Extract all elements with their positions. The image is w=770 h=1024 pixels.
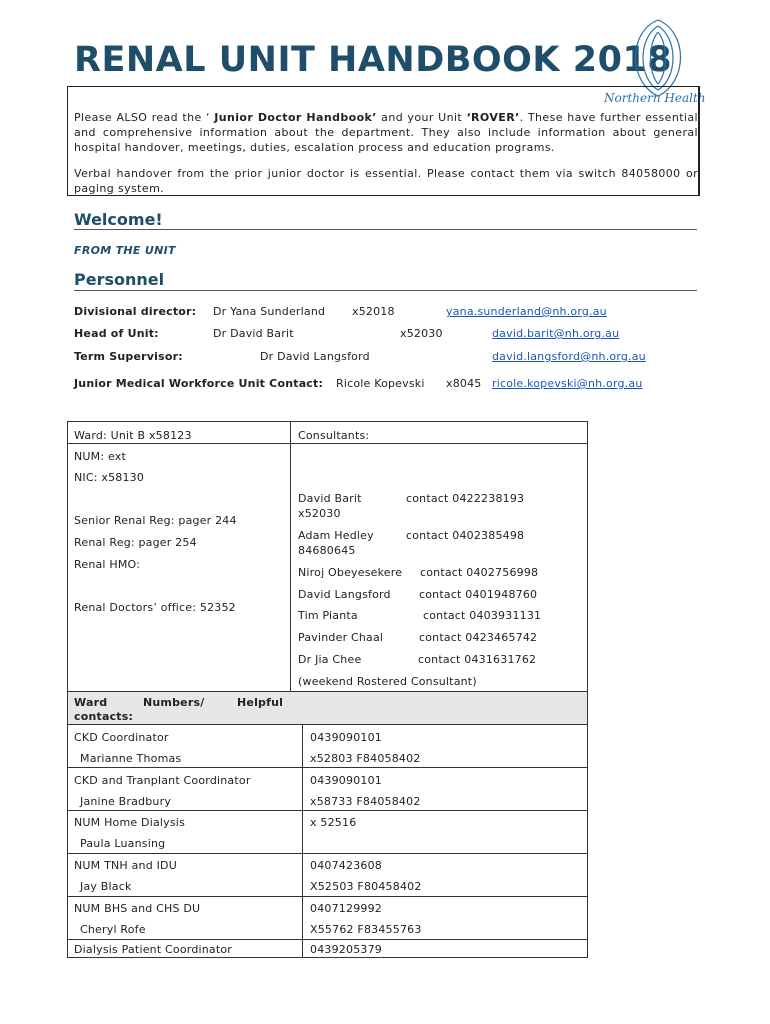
from-the-unit-subheading: FROM THE UNIT xyxy=(74,244,176,257)
table-divider xyxy=(67,939,588,940)
personnel-email-link[interactable]: yana.sunderland@nh.org.au xyxy=(446,305,607,318)
consultant-contact: contact 0423465742 xyxy=(419,631,538,644)
contact-phone: 0407423608 xyxy=(310,859,382,872)
table-divider xyxy=(67,767,588,768)
consultant-contact: contact 0422238193 xyxy=(406,492,525,505)
consultant-contact: contact 0402756998 xyxy=(420,566,539,579)
contacts-header-numbers: Numbers/ xyxy=(143,696,205,709)
intro-text-a: Please ALSO read the ‘ xyxy=(74,111,215,124)
contact-phone: x 52516 xyxy=(310,816,357,829)
personnel-email-link[interactable]: ricole.kopevski@nh.org.au xyxy=(492,377,643,390)
table-divider xyxy=(67,810,588,811)
personnel-role: Head of Unit: xyxy=(74,327,159,340)
contact-ext: x52803 F84058402 xyxy=(310,752,421,765)
weekend-note: (weekend Rostered Consultant) xyxy=(298,675,477,688)
consultant-contact: contact 0402385498 xyxy=(406,529,525,542)
contact-phone: 0439090101 xyxy=(310,731,382,744)
personnel-name: Dr Yana Sunderland xyxy=(213,305,326,318)
consultant-name: David Langsford xyxy=(298,588,391,601)
contact-person: Marianne Thomas xyxy=(80,752,182,765)
consultant-contact: contact 0401948760 xyxy=(419,588,538,601)
personnel-role: Term Supervisor: xyxy=(74,350,183,363)
personnel-ext: x8045 xyxy=(446,377,482,390)
personnel-email-link[interactable]: david.langsford@nh.org.au xyxy=(492,350,646,363)
personnel-ext: x52030 xyxy=(400,327,443,340)
contact-ext: x58733 F84058402 xyxy=(310,795,421,808)
consultant-name: Tim Pianta xyxy=(298,609,358,622)
nic-extension: NIC: x58130 xyxy=(74,471,145,484)
contact-person: Cheryl Rofe xyxy=(80,923,146,936)
table-divider xyxy=(290,421,291,691)
consultant-extra: 84680645 xyxy=(298,544,356,557)
handover-paragraph: Verbal handover from the prior junior doctor is essential. Please contact them via switch 84058000 or paging system. xyxy=(74,167,698,195)
contact-role: CKD Coordinator xyxy=(74,731,169,744)
renal-reg: Renal Reg: pager 254 xyxy=(74,536,197,549)
consultant-name: David Barit xyxy=(298,492,362,505)
welcome-rule xyxy=(74,229,697,230)
intro-text-e: . These have further essential and comprehensive information about the department. They also include information about general hospital handover, meetings, duties, escalation process and education programs. xyxy=(74,111,698,154)
table-divider xyxy=(67,896,588,897)
consultant-contact: contact 0403931131 xyxy=(423,609,542,622)
num-extension: NUM: ext xyxy=(74,450,126,463)
contact-role: NUM TNH and IDU xyxy=(74,859,177,872)
table-divider xyxy=(67,691,588,692)
renal-doctors-office: Renal Doctors’ office: 52352 xyxy=(74,601,236,614)
contact-ext: X52503 F80458402 xyxy=(310,880,422,893)
consultant-name: Niroj Obeyesekere xyxy=(298,566,403,579)
personnel-name: Dr David Barit xyxy=(213,327,294,340)
logo-text: Northern Health xyxy=(604,91,706,105)
contact-ext: X55762 F83455763 xyxy=(310,923,422,936)
contact-role: NUM Home Dialysis xyxy=(74,816,185,829)
consultant-name: Dr Jia Chee xyxy=(298,653,362,666)
contact-person: Janine Bradbury xyxy=(80,795,172,808)
intro-paragraph xyxy=(74,110,698,155)
renal-hmo: Renal HMO: xyxy=(74,558,141,571)
contacts-header-helpful: Helpful xyxy=(237,696,284,709)
contact-phone: 0439090101 xyxy=(310,774,382,787)
contact-person: Jay Black xyxy=(80,880,132,893)
consultants-heading: Consultants: xyxy=(298,429,370,442)
contact-phone: 0439205379 xyxy=(310,943,382,956)
personnel-name: Ricole Kopevski xyxy=(336,377,425,390)
table-divider xyxy=(302,724,303,958)
personnel-name: Dr David Langsford xyxy=(260,350,370,363)
consultant-extra: x52030 xyxy=(298,507,341,520)
table-divider xyxy=(67,724,588,725)
personnel-rule xyxy=(74,290,697,291)
intro-text-c: and your Unit xyxy=(376,111,467,124)
contacts-header-contacts: contacts: xyxy=(74,710,134,723)
contact-role: CKD and Tranplant Coordinator xyxy=(74,774,251,787)
senior-renal-reg: Senior Renal Reg: pager 244 xyxy=(74,514,237,527)
contact-role: Dialysis Patient Coordinator xyxy=(74,943,233,956)
personnel-email-link[interactable]: david.barit@nh.org.au xyxy=(492,327,620,340)
table-divider xyxy=(67,443,588,444)
contact-role: NUM BHS and CHS DU xyxy=(74,902,201,915)
consultant-name: Pavinder Chaal xyxy=(298,631,384,644)
contacts-header-ward: Ward xyxy=(74,696,108,709)
personnel-ext: x52018 xyxy=(352,305,395,318)
consultant-contact: contact 0431631762 xyxy=(418,653,537,666)
contact-person: Paula Luansing xyxy=(80,837,166,850)
rover-ref: ‘ROVER’ xyxy=(466,111,520,124)
junior-doctor-handbook-ref: Junior Doctor Handbook’ xyxy=(214,111,377,124)
personnel-heading: Personnel xyxy=(74,270,165,289)
document-title: RENAL UNIT HANDBOOK 2018 xyxy=(74,40,673,80)
personnel-role: Divisional director: xyxy=(74,305,197,318)
welcome-heading: Welcome! xyxy=(74,210,163,229)
contact-phone: 0407129992 xyxy=(310,902,382,915)
personnel-role: Junior Medical Workforce Unit Contact: xyxy=(74,377,324,390)
ward-extension: Ward: Unit B x58123 xyxy=(74,429,192,442)
consultant-name: Adam Hedley xyxy=(298,529,374,542)
table-divider xyxy=(67,853,588,854)
